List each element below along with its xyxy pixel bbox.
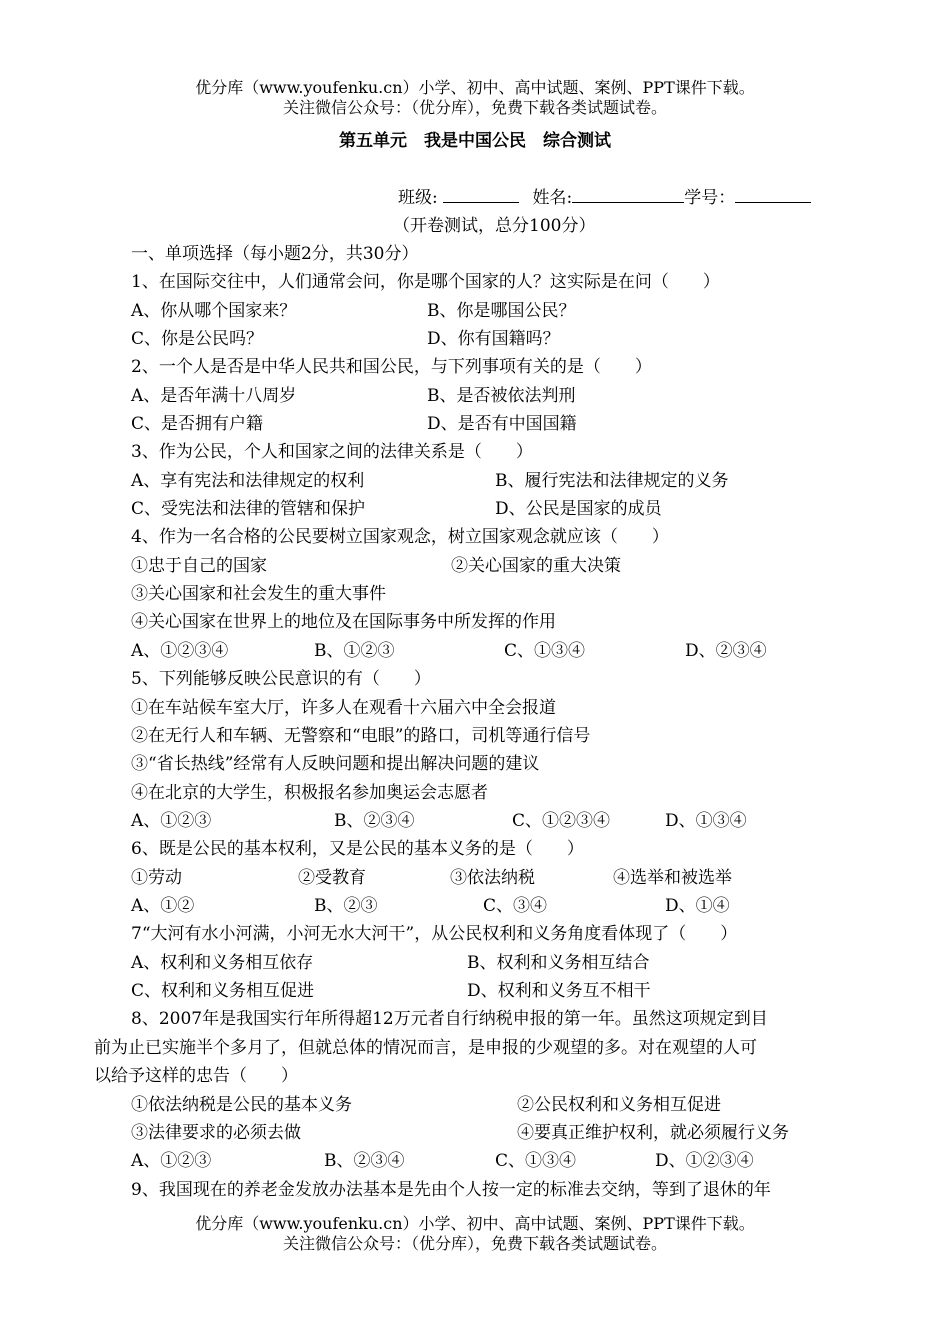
footer-line-2: 关注微信公众号：（优分库），免费下载各类试题试卷。 <box>282 1234 667 1253</box>
item-2: ②在无行人和车辆、无警察和“电眼”的路口，司机等通行信号 <box>131 726 591 746</box>
option-b: B、①②③ <box>314 641 395 661</box>
id-label: 学号： <box>684 188 736 208</box>
class-label: 班级: <box>398 188 438 208</box>
item-3: ③关心国家和社会发生的重大事件 <box>131 584 386 604</box>
option-a: A、是否年满十八周岁 <box>131 386 297 406</box>
option-d: D、你有国籍吗？ <box>427 329 560 349</box>
option-a: A、①②③ <box>131 1151 212 1171</box>
option-d: D、公民是国家的成员 <box>495 499 662 519</box>
option-a: A、①②③④ <box>131 641 229 661</box>
item-1: ①依法纳税是公民的基本义务 <box>131 1095 352 1115</box>
item-2: ②关心国家的重大决策 <box>451 556 621 576</box>
question-stem-line-2: 前为止已实施半个多月了，但就总体的情况而言，是申报的少观望的多。对在观望的人可 <box>94 1038 757 1058</box>
item-4: ④关心国家在世界上的地位及在国际事务中所发挥的作用 <box>131 612 556 632</box>
question-stem: 7“大河有水小河满，小河无水大河干”，从公民权利和义务角度看体现了（ ） <box>131 924 738 944</box>
id-blank <box>735 186 811 203</box>
question-stem: 9、我国现在的养老金发放办法基本是先由个人按一定的标准去交纳，等到了退休的年 <box>131 1180 771 1200</box>
option-c: C、受宪法和法律的管辖和保护 <box>131 499 366 519</box>
option-a: A、你从哪个国家来？ <box>131 301 297 321</box>
option-b: B、是否被依法判刑 <box>427 386 576 406</box>
question-stem: 2、一个人是否是中华人民共和国公民，与下列事项有关的是（ ） <box>131 357 652 377</box>
page-title: 第五单元 我是中国公民 综合测试 <box>339 131 611 151</box>
question-stem: 1、在国际交往中，人们通常会问，你是哪个国家的人？这实际是在问（ ） <box>131 272 720 292</box>
option-b: B、②③ <box>314 896 378 916</box>
student-info-row <box>398 186 811 209</box>
question-stem-line-3: 以给予这样的忠告（ ） <box>94 1066 298 1086</box>
option-b: B、②③④ <box>334 811 415 831</box>
option-c: C、是否拥有户籍 <box>131 414 264 434</box>
item-1: ①忠于自己的国家 <box>131 556 267 576</box>
item-1: ①在车站候车室大厅，许多人在观看十六届六中全会报道 <box>131 698 556 718</box>
option-d: D、权利和义务互不相干 <box>467 981 651 1001</box>
option-d: D、②③④ <box>685 641 767 661</box>
option-b: B、②③④ <box>324 1151 405 1171</box>
option-d: D、①③④ <box>665 811 747 831</box>
option-a: A、①②③ <box>131 811 212 831</box>
item-1: ①劳动 <box>131 868 182 888</box>
option-d: D、①④ <box>665 896 730 916</box>
item-3: ③“省长热线”经常有人反映问题和提出解决问题的建议 <box>131 754 540 774</box>
item-4: ④要真正维护权利，就必须履行义务 <box>517 1123 789 1143</box>
item-3: ③依法纳税 <box>450 868 535 888</box>
option-a: A、权利和义务相互依存 <box>131 953 314 973</box>
section-heading: 一、单项选择（每小题2分，共30分） <box>131 244 419 264</box>
option-a: A、①② <box>131 896 195 916</box>
option-b: B、履行宪法和法律规定的义务 <box>495 471 729 491</box>
question-stem: 3、作为公民，个人和国家之间的法律关系是（ ） <box>131 442 533 462</box>
option-c: C、①②③④ <box>512 811 611 831</box>
item-4: ④选举和被选举 <box>613 868 732 888</box>
item-4: ④在北京的大学生，积极报名参加奥运会志愿者 <box>131 783 488 803</box>
class-blank <box>443 186 519 203</box>
item-2: ②受教育 <box>298 868 366 888</box>
option-a: A、享有宪法和法律规定的权利 <box>131 471 365 491</box>
option-b: B、你是哪国公民？ <box>427 301 576 321</box>
question-stem: 5、下列能够反映公民意识的有（ ） <box>131 669 431 689</box>
question-stem-line-1: 8、2007年是我国实行年所得超12万元者自行纳税申报的第一年。虽然这项规定到目 <box>131 1009 768 1029</box>
option-d: D、①②③④ <box>655 1151 754 1171</box>
name-label: 姓名: <box>532 188 573 208</box>
footer-line-1: 优分库（www.youfenku.cn）小学、初中、高中试题、案例、PPT课件下载。 <box>195 1214 755 1233</box>
item-3: ③法律要求的必须去做 <box>131 1123 301 1143</box>
question-stem: 6、既是公民的基本权利，又是公民的基本义务的是（ ） <box>131 839 584 859</box>
item-2: ②公民权利和义务相互促进 <box>517 1095 721 1115</box>
option-d: D、是否有中国国籍 <box>427 414 577 434</box>
option-c: C、你是公民吗？ <box>131 329 264 349</box>
exam-note: （开卷测试，总分100分） <box>393 216 596 236</box>
question-stem: 4、作为一名合格的公民要树立国家观念，树立国家观念就应该（ ） <box>131 527 669 547</box>
header-line-1: 优分库（www.youfenku.cn）小学、初中、高中试题、案例、PPT课件下载。 <box>195 78 755 97</box>
option-c: C、权利和义务相互促进 <box>131 981 315 1001</box>
option-c: C、③④ <box>483 896 548 916</box>
name-blank <box>572 186 684 203</box>
option-c: C、①③④ <box>495 1151 577 1171</box>
option-c: C、①③④ <box>504 641 586 661</box>
header-line-2: 关注微信公众号：（优分库），免费下载各类试题试卷。 <box>282 98 667 117</box>
option-b: B、权利和义务相互结合 <box>467 953 650 973</box>
